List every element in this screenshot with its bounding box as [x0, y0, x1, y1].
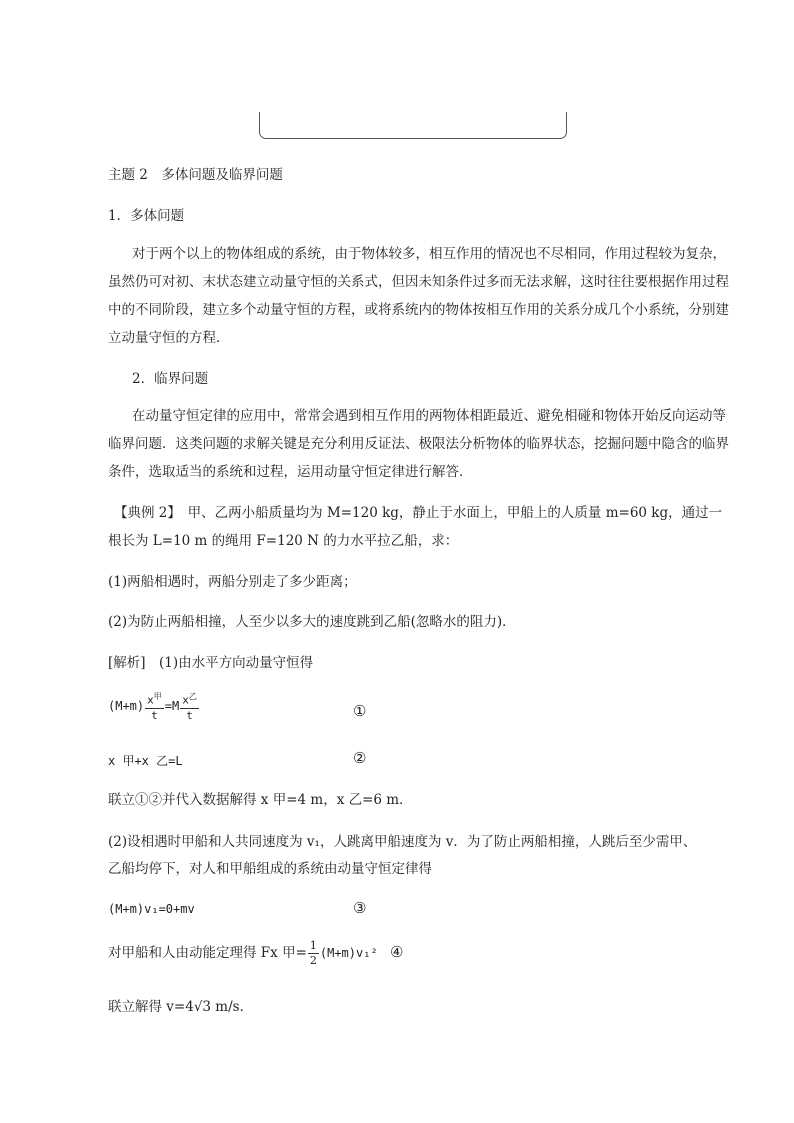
section2-line: 临界问题．这类问题的求解关键是充分利用反证法、极限法分析物体的临界状态，挖掘问题中隐含的临界	[108, 436, 729, 452]
part2-line: (2)设相遇时甲船和人共同速度为 v₁，人跳离甲船速度为 v．为了防止两船相撞，人跳后至少需甲、	[108, 834, 697, 850]
section2-line: 在动量守恒定律的应用中，常常会遇到相互作用的两物体相距最近、避免相碰和物体开始反向运动等	[132, 408, 726, 424]
equation-marker-3: ③	[353, 899, 367, 917]
eq1-left: (M+m)	[108, 698, 145, 713]
equation-marker-2: ②	[353, 749, 367, 767]
section1-line: 中的不同阶段，建立多个动量守恒的方程，或将系统内的物体按相互作用的关系分成几个小系统，分别建	[108, 302, 729, 318]
text-box-bottom-border	[259, 112, 567, 139]
topic-title: 主题 2 多体问题及临界问题	[108, 167, 283, 183]
fraction-x-jia-over-t: $\frac{x^甲}{t}$	[147, 692, 162, 722]
equation-1	[108, 690, 200, 723]
section1-line: 虽然仍可对初、末状态建立动量守恒的关系式，但因未知条件过多而无法求解，这时往往要根据作用过程	[108, 274, 729, 290]
question-1: (1)两船相遇时，两船分别走了多少距离；	[108, 574, 357, 590]
equation-marker-4: ④	[389, 943, 404, 961]
section1-line: 对于两个以上的物体组成的系统，由于物体较多，相互作用的情况也不尽相同，作用过程较为复杂，	[132, 246, 726, 262]
solution-intro: [解析] (1)由水平方向动量守恒得	[108, 655, 314, 671]
question-2: (2)为防止两船相撞，人至少以多大的速度跳到乙船(忽略水的阻力)．	[108, 614, 516, 630]
fraction-x-yi-over-t: $\frac{x^乙}{t}$	[182, 692, 197, 722]
section2-line: 条件，选取适当的系统和过程，运用动量守恒定律进行解答．	[108, 464, 473, 480]
example-line: 根长为 L=10 m 的绳用 F=120 N 的力水平拉乙船，求：	[108, 533, 459, 549]
equation-4	[108, 939, 403, 968]
section2-heading: 2．临界问题	[132, 371, 209, 387]
example-line: 【典例 2】 甲、乙两小船质量均为 M=120 kg，静止于水面上，甲船上的人质量 m=60 kg，通过一	[114, 505, 723, 521]
section1-line: 立动量守恒的方程．	[108, 330, 230, 346]
result-1: 联立①②并代入数据解得 x 甲=4 m，x 乙=6 m．	[108, 792, 413, 808]
eq1-mid: =M	[164, 698, 180, 713]
result-2: 联立解得 v=4√3 m/s．	[108, 999, 254, 1015]
fraction-one-half: $\frac{1}{2}$	[309, 939, 317, 967]
equation-2: x 甲+x 乙=L	[108, 754, 183, 768]
part2-line: 乙船均停下，对人和甲船组成的系统由动量守恒定律得	[108, 861, 432, 877]
eq4-prefix: 对甲船和人由动能定理得 Fx 甲=	[108, 945, 307, 961]
equation-marker-1: ①	[353, 702, 367, 720]
section1-heading: 1．多体问题	[108, 208, 185, 224]
equation-3: (M+m)v₁=0+mv	[108, 902, 195, 916]
eq4-suffix: (M+m)v₁²	[319, 946, 378, 960]
